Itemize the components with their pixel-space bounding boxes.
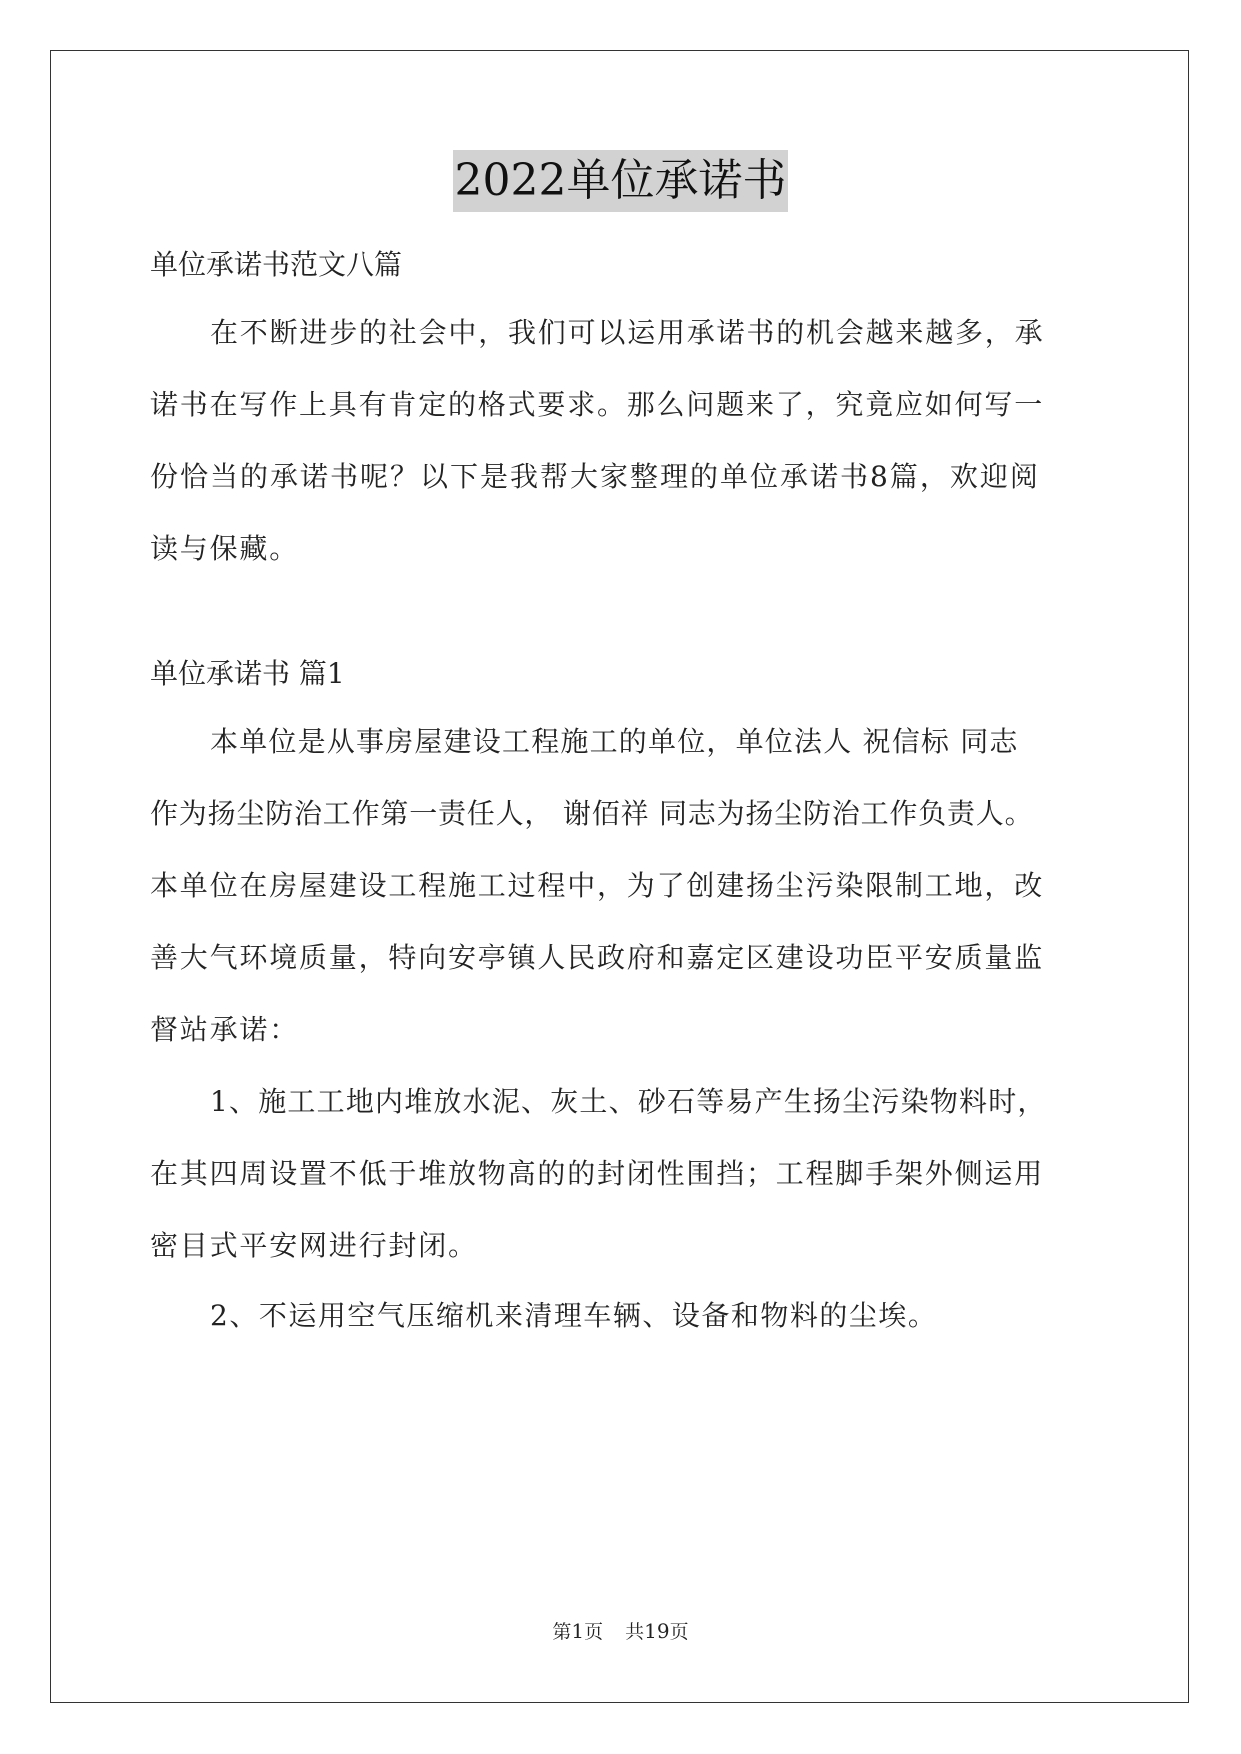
footer-page-suffix: 页 <box>584 1621 604 1643</box>
paragraph-line: 诺书在写作上具有肯定的格式要求。那么问题来了，究竟应如何写一 <box>150 388 1045 421</box>
footer-page-current: 1 <box>571 1619 585 1643</box>
footer-page-prefix: 第 <box>552 1621 572 1643</box>
title-container <box>0 150 1241 212</box>
paragraph-line: 2、不运用空气压缩机来清理车辆、设备和物料的尘埃。 <box>210 1299 938 1332</box>
paragraph-line: 读与保藏。 <box>150 532 300 565</box>
section-heading: 单位承诺书 篇1 <box>150 657 345 690</box>
paragraph-line: 作为扬尘防治工作第一责任人， 谢佰祥 同志为扬尘防治工作负责人。 <box>150 797 1034 830</box>
footer-total-prefix: 共 <box>625 1621 645 1643</box>
page-footer <box>0 1618 1241 1645</box>
paragraph-line: 份恰当的承诺书呢？以下是我帮大家整理的单位承诺书8篇，欢迎阅 <box>150 460 1040 493</box>
paragraph-line: 在其四周设置不低于堆放物高的的封闭性围挡；工程脚手架外侧运用 <box>150 1157 1045 1190</box>
paragraph-line: 1、施工工地内堆放水泥、灰土、砂石等易产生扬尘污染物料时， <box>210 1085 1047 1118</box>
footer-page-total: 19 <box>644 1619 670 1643</box>
paragraph-line: 密目式平安网进行封闭。 <box>150 1229 478 1262</box>
paragraph-line: 本单位是从事房屋建设工程施工的单位，单位法人 祝信标 同志 <box>210 725 1019 758</box>
paragraph-line: 善大气环境质量，特向安亭镇人民政府和嘉定区建设功臣平安质量监 <box>150 941 1045 974</box>
footer-total-suffix: 页 <box>669 1621 689 1643</box>
paragraph-line: 本单位在房屋建设工程施工过程中，为了创建扬尘污染限制工地，改 <box>150 869 1045 902</box>
doc-subtitle: 单位承诺书范文八篇 <box>150 248 403 281</box>
paragraph-line: 督站承诺： <box>150 1013 300 1046</box>
document-title: 2022单位承诺书 <box>453 150 789 212</box>
paragraph-line: 在不断进步的社会中，我们可以运用承诺书的机会越来越多，承 <box>210 316 1045 349</box>
